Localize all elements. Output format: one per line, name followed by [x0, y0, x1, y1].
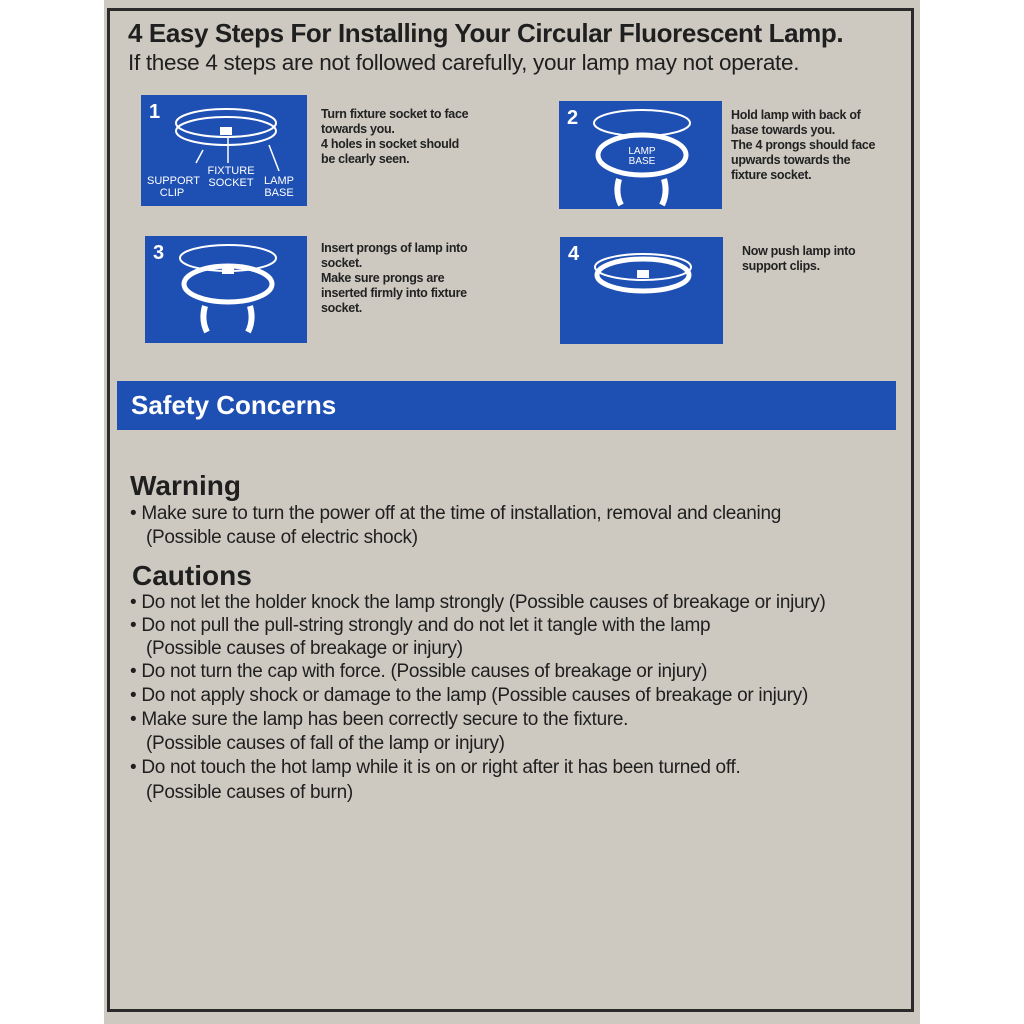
lamp-base-label: LAMP BASE: [264, 175, 294, 199]
insert-prongs-diagram: [145, 236, 307, 343]
push-lamp-diagram: [560, 237, 723, 344]
page-title: 4 Easy Steps For Installing Your Circular Fluorescent Lamp.: [128, 18, 844, 48]
step-3-illustration: [145, 236, 307, 343]
caution-item: • Do not apply shock or damage to the lamp (Possible causes of breakage or injury): [130, 685, 809, 706]
step-4-text: Now push lamp into support clips.: [742, 244, 856, 273]
step-4-number: 4: [568, 243, 580, 265]
step-3-text: Insert prongs of lamp into socket. Make sure prongs are inserted firmly into fixture socket.: [321, 241, 468, 315]
caution-item: • Do not pull the pull-string strongly and do not let it tangle with the lamp: [130, 615, 711, 636]
safety-banner: [117, 381, 896, 430]
caution-item: • Do not let the holder knock the lamp strongly (Possible causes of breakage or injury): [130, 592, 826, 613]
caution-item-note: (Possible causes of burn): [146, 782, 353, 803]
page-subtitle: If these 4 steps are not followed carefully, your lamp may not operate.: [128, 50, 800, 75]
step-1-text: Turn fixture socket to face towards you. 4 holes in socket should be clearly seen.: [321, 107, 469, 166]
support-clip-label: SUPPORT CLIP: [147, 175, 200, 199]
caution-item: • Do not turn the cap with force. (Possible causes of breakage or injury): [130, 661, 708, 682]
step-4-illustration: [560, 237, 723, 344]
warning-item: • Make sure to turn the power off at the time of installation, removal and cleaning: [130, 503, 781, 524]
step-2-number: 2: [567, 107, 579, 129]
caution-item: • Do not touch the hot lamp while it is on or right after it has been turned off.: [130, 757, 741, 778]
lamp-base-label: LAMP BASE: [628, 146, 656, 167]
warning-heading: Warning: [130, 470, 241, 501]
warning-item-note: (Possible cause of electric shock): [146, 527, 418, 548]
caution-item-note: (Possible causes of fall of the lamp or injury): [146, 733, 505, 754]
step-3-number: 3: [153, 242, 165, 264]
safety-banner-title: Safety Concerns: [131, 390, 337, 420]
cautions-heading: Cautions: [132, 560, 252, 591]
fixture-socket-label: FIXTURE SOCKET: [207, 165, 255, 189]
caution-item: • Make sure the lamp has been correctly secure to the fixture.: [130, 709, 629, 730]
step-1-illustration: [141, 95, 307, 206]
step-1-number: 1: [149, 101, 161, 123]
step-2-text: Hold lamp with back of base towards you. The 4 prongs should face upwards towards the fixture socket.: [731, 108, 876, 182]
caution-item-note: (Possible causes of breakage or injury): [146, 638, 463, 659]
step-2-illustration: [559, 101, 722, 209]
